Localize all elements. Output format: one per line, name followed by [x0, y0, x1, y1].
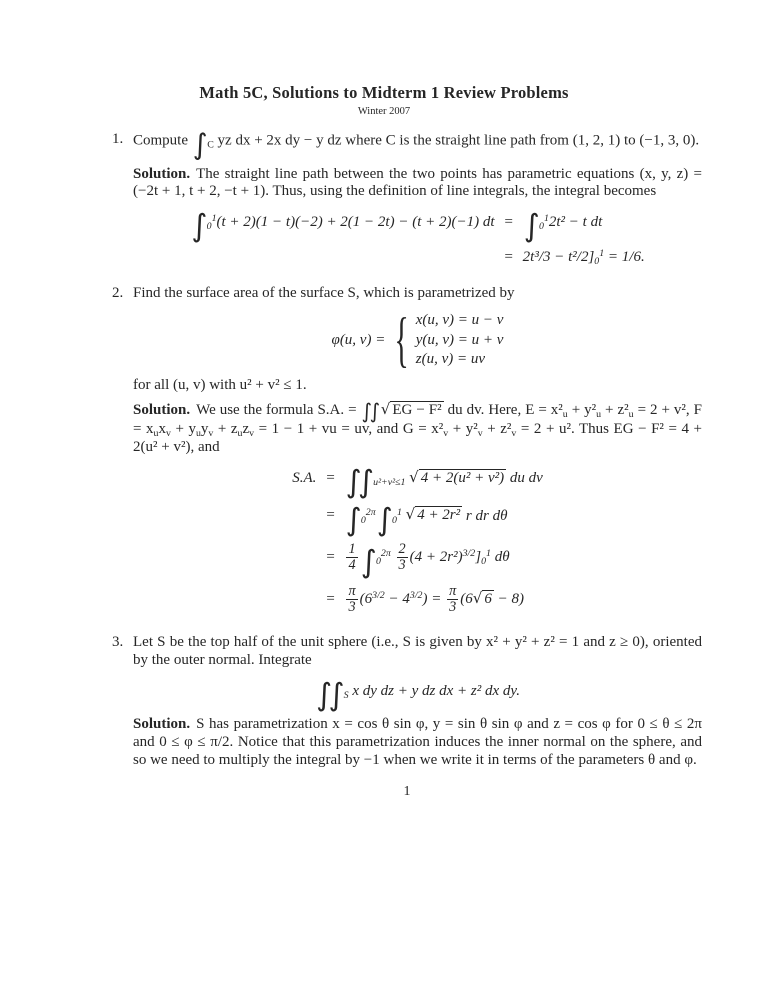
problem-1-statement: Compute ∫ $_C$ yz dx + 2x dy − y dz where C is the straight line path from (1, 2, 1) to (−1, 3, 0).	[133, 128, 700, 161]
left-brace: {	[394, 306, 409, 374]
problem-3-solution-text: S has parametrization x = cos θ sin φ, y = sin θ sin φ and z = cos φ for 0 ≤ θ ≤ 2π and 0 ≤ φ ≤ π/2. Notice that this parametrization induces the inner normal on the sphere, and so we need to multiply the integral by −1 when we write it in terms of the parameters θ and φ.	[133, 716, 702, 768]
solution-label: Solution.	[133, 716, 191, 733]
equation-grid	[133, 463, 702, 616]
problem-3-solution	[133, 716, 702, 769]
problem-2-statement: Find the surface area of the surface S, which is parametrized by	[133, 285, 515, 302]
problem-1-equation-block	[133, 207, 702, 267]
problem-3	[112, 634, 702, 769]
equation-relation: =	[503, 248, 514, 265]
problem-1-solution	[133, 166, 702, 201]
problem-1-solution-text: The straight line path between the two points has parametric equations (x, y, z) = (−2t + 1, t + 2, −t + 1). Thus, using the definition of line integrals, the integral becomes	[133, 165, 702, 200]
page-subtitle: Winter 2007	[357, 106, 411, 117]
equation-relation: =	[503, 213, 514, 230]
equation-relation: =	[325, 591, 336, 608]
page-number: 1	[403, 784, 411, 800]
equation-rhs: ∫∫ $_{u^2+v^2\le 1}$ √ 4 + 2(u² + v²) du dv	[345, 463, 543, 500]
equation-relation: =	[325, 469, 336, 486]
problem-3-body	[133, 634, 702, 769]
equation-rhs: $\frac{\pi}{3}$ $(6^{3/2} - 4^{3/2})$ = $\frac{\pi}{3}$ (6√ 6 − 8)	[348, 583, 524, 616]
problem-1-body	[133, 128, 702, 272]
system-line: y(u, v) = u + v	[415, 331, 504, 348]
solution-label: Solution.	[133, 165, 191, 182]
phi-system	[133, 306, 702, 374]
problem-2-equation-block	[133, 463, 702, 616]
equation-relation: =	[325, 549, 336, 566]
problem-2-domain: for all (u, v) with u² + v² ≤ 1.	[133, 377, 307, 394]
problem-1	[112, 128, 702, 272]
problem-2	[112, 285, 702, 621]
problem-2-number: 2.	[112, 285, 124, 302]
problem-3-statement: Let S be the top half of the unit sphere (i.e., S is given by x² + y² + z² = 1 and z ≥ 0), oriented by the outer normal. Integrate	[133, 634, 702, 668]
equation-lhs: S.A.	[292, 469, 317, 486]
equation-grid	[133, 207, 702, 267]
problem-2-solution	[133, 401, 702, 457]
equation-lhs: ∫ $_0^1$(t + 2)(1 − t)(−2) + 2(1 − 2t) − (t + 2)(−1) dt	[191, 207, 495, 244]
page-title: Math 5C, Solutions to Midterm 1 Review Problems	[199, 83, 569, 102]
phi-system-lines	[416, 312, 504, 369]
problem-3-display-equation: ∫∫ $_S$ x dy dz + y dz dx + z² dx dy.	[316, 676, 520, 713]
equation-rhs: ∫ $_0^{2\pi}$∫ $_0^1$ √ 4 + 2r² r dr dθ	[345, 501, 508, 538]
equation-relation: =	[325, 507, 336, 524]
system-line: x(u, v) = u − v	[415, 312, 504, 328]
problem-3-number: 3.	[112, 634, 124, 651]
equation-rhs: $2t^3/3 - t^2/2]_0^1 = 1/6$.	[522, 247, 645, 267]
phi-lhs: φ(u, v) =	[331, 331, 386, 348]
problem-2-solution-text: We use the formula S.A. = ∫∫ √ EG − F² du dv. Here, $E = x^2_u + y^2_u + z^2_u = 2 + v^2$, $F = x_ux_v + y_uy_v + z_uz_v = 1 - 1$ + vu = uv, and $G = x^2_v + y^2_v + z^2_v = 2 + u^2$. Thus EG − F² = 4 + 2(u² + v²), and	[133, 399, 702, 456]
equation-rhs: ∫ $_0^1$2t² − t dt	[523, 207, 603, 244]
equation-rhs: $\frac{1}{4}$ ∫ $_0^{2\pi}$ $\frac{2}{3}$ $(4 + 2r^2)^{3/2}]_0^1$ dθ	[348, 541, 510, 580]
system-line: z(u, v) = uv	[415, 351, 486, 368]
solution-label: Solution.	[133, 401, 191, 418]
document-content	[112, 128, 702, 801]
problem-1-number: 1.	[112, 131, 124, 147]
problem-2-body	[133, 285, 702, 621]
